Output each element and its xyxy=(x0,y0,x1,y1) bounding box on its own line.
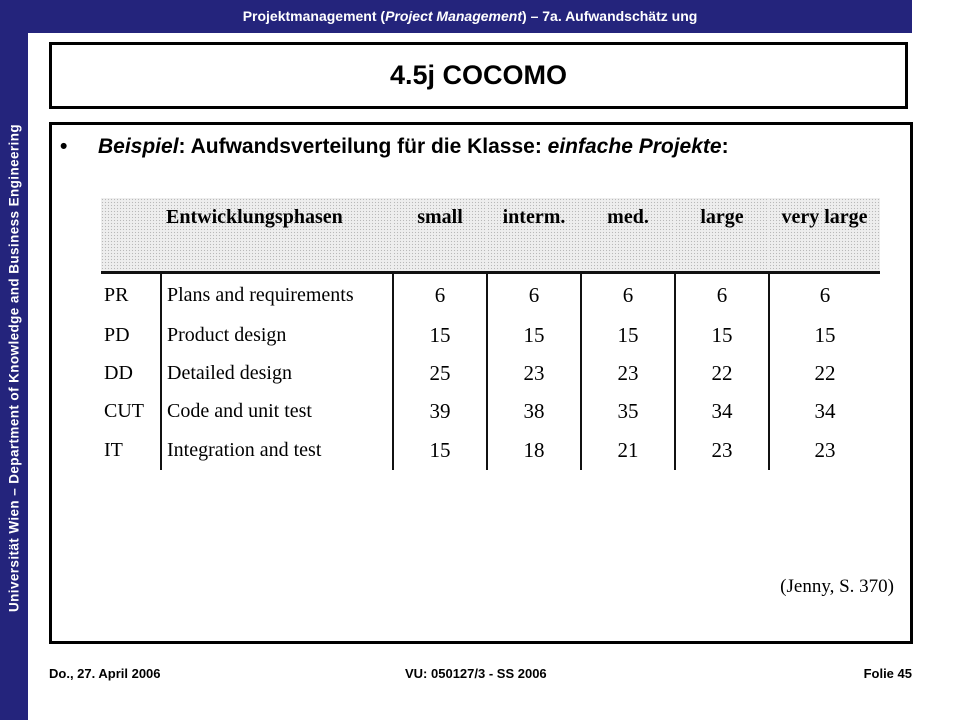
row-value: 23 xyxy=(487,354,581,392)
row-value: 15 xyxy=(814,322,836,347)
bullet-emphasis: einfache Projekte xyxy=(547,135,722,158)
table-header-row xyxy=(101,198,880,273)
row-phase: Code and unit test xyxy=(161,392,393,430)
row-value: 22 xyxy=(814,360,836,385)
department-label: Universität Wien – Department of Knowledge and Business Engineering xyxy=(6,123,22,613)
row-phase: Integration and test xyxy=(161,430,393,470)
bullet-text: : Aufwandsverteilung für die Klasse: xyxy=(178,135,548,158)
slide-title-box xyxy=(49,42,908,109)
row-value: 6 xyxy=(393,273,487,317)
header-cell-very-large: very large xyxy=(769,198,880,273)
row-value: 18 xyxy=(487,430,581,470)
row-abbr: IT xyxy=(101,430,161,470)
row-value: 6 xyxy=(819,282,831,307)
row-value: 15 xyxy=(487,316,581,354)
row-value: 15 xyxy=(393,316,487,354)
citation: (Jenny, S. 370) xyxy=(780,576,894,597)
row-value: 23 xyxy=(814,437,836,462)
header-cell-med: med. xyxy=(581,198,675,273)
row-abbr: CUT xyxy=(101,392,161,430)
header-cell-interm: interm. xyxy=(487,198,581,273)
row-value: 15 xyxy=(675,316,769,354)
row-value: 6 xyxy=(581,273,675,317)
footer-slide-number: Folie 45 xyxy=(863,666,912,681)
bullet-marker: • xyxy=(60,135,68,158)
slide-title: 4.5j COCOMO xyxy=(389,60,568,90)
bullet-line xyxy=(60,135,729,159)
row-value: 21 xyxy=(581,430,675,470)
bullet-end: : xyxy=(721,135,729,158)
header-text-suffix: ) – 7a. Aufwandschätz ung xyxy=(522,8,698,24)
bullet-label: Beispiel xyxy=(98,135,179,158)
table-row xyxy=(101,273,880,317)
table-row xyxy=(101,430,880,470)
content-box xyxy=(49,122,913,644)
footer-date: Do., 27. April 2006 xyxy=(49,666,161,681)
row-phase: Product design xyxy=(161,316,393,354)
header-cell-phase: Entwicklungsphasen xyxy=(161,198,393,273)
row-phase: Detailed design xyxy=(161,354,393,392)
row-value: 15 xyxy=(393,430,487,470)
header-cell-abbr xyxy=(101,198,161,273)
row-value: 34 xyxy=(814,398,836,423)
row-value: 15 xyxy=(581,316,675,354)
header-text-italic: Project Management xyxy=(385,8,523,24)
header-cell-small: small xyxy=(393,198,487,273)
side-banner xyxy=(0,0,28,720)
header-bar xyxy=(28,0,912,33)
row-value: 22 xyxy=(675,354,769,392)
row-value: 38 xyxy=(487,392,581,430)
row-abbr: PD xyxy=(101,316,161,354)
row-value: 25 xyxy=(393,354,487,392)
footer-course: VU: 050127/3 - SS 2006 xyxy=(405,666,547,681)
table-row xyxy=(101,316,880,354)
row-value: 39 xyxy=(393,392,487,430)
table-row xyxy=(101,392,880,430)
row-abbr: PR xyxy=(101,273,161,317)
header-text-prefix: Projektmanagement ( xyxy=(242,8,386,24)
row-value: 6 xyxy=(675,273,769,317)
effort-distribution-table xyxy=(101,198,880,470)
row-phase: Plans and requirements xyxy=(161,273,393,317)
row-abbr: DD xyxy=(101,354,161,392)
row-value: 6 xyxy=(487,273,581,317)
row-value: 35 xyxy=(581,392,675,430)
header-cell-large: large xyxy=(675,198,769,273)
row-value: 23 xyxy=(675,430,769,470)
table-row xyxy=(101,354,880,392)
row-value: 34 xyxy=(675,392,769,430)
row-value: 23 xyxy=(581,354,675,392)
